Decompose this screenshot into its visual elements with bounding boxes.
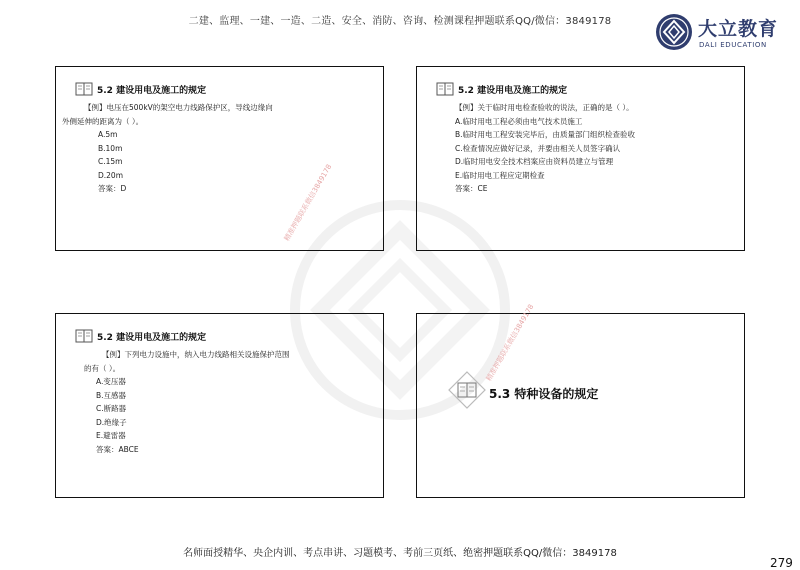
slide-question-1 <box>55 66 384 251</box>
question-body <box>62 101 373 196</box>
option: B.临时用电工程安装完毕后，由质量部门组织检查验收 <box>455 130 636 139</box>
question-body <box>455 101 734 196</box>
option: A.临时用电工程必须由电气技术员施工 <box>455 116 583 126</box>
option: A.变压器 <box>96 377 126 386</box>
section-title: 5.2 建设用电及施工的规定 <box>458 86 568 96</box>
option: D.20m <box>98 170 124 180</box>
logo <box>656 14 786 58</box>
option: E.避雷器 <box>96 431 126 440</box>
option: C.检查情况应做好记录，并要由相关人员签字确认 <box>455 143 621 153</box>
option: E.临时用电工程应定期检查 <box>455 170 545 180</box>
watermark-text: 精准押题联系微信3849178 <box>282 162 334 243</box>
question-stem-cont: 的有（ ）。 <box>84 363 121 373</box>
question-body <box>80 348 373 456</box>
logo-emblem-icon <box>656 14 692 50</box>
page-number: 279 <box>770 556 793 570</box>
logo-name-en: DALI EDUCATION <box>699 41 767 49</box>
logo-name: 大立教育 <box>698 18 779 40</box>
option: C.15m <box>98 157 123 166</box>
slide-question-2 <box>416 66 745 251</box>
question-stem: 【例】关于临时用电检查验收的说法，正确的是（ ）。 <box>455 103 634 112</box>
question-stem-cont: 外侧延伸的距离为（ ）。 <box>62 116 144 126</box>
answer: 答案：CE <box>455 184 488 193</box>
option: D.临时用电安全技术档案应由资料员建立与管理 <box>455 157 614 166</box>
watermark-text: 精准押题联系微信3849178 <box>484 302 536 383</box>
option: C.断路器 <box>96 404 127 413</box>
answer: 答案：D <box>98 184 127 193</box>
option: B.10m <box>98 143 123 153</box>
option: B.互感器 <box>96 390 127 400</box>
book-icon <box>75 328 93 344</box>
footer-promo: 名师面授精华、央企内训、考点串讲、习题模考、考前三页纸、绝密押题联系QQ/微信：3849178 <box>183 548 617 559</box>
slide-section-title <box>416 313 745 498</box>
question-stem: 【例】下列电力设施中，纳入电力线路相关设施保护范围 <box>102 350 290 359</box>
book-icon <box>75 81 93 97</box>
header-promo: 二建、监理、一建、一造、二造、安全、消防、咨询、检测课程押题联系QQ/微信：3849178 <box>188 16 612 27</box>
answer: 答案：ABCE <box>96 444 139 454</box>
book-icon <box>436 81 454 97</box>
section-title: 5.2 建设用电及施工的规定 <box>97 333 207 343</box>
question-stem: 【例】电压在500kV的架空电力线路保护区，导线边缘向 <box>84 103 273 112</box>
section-title: 5.3 特种设备的规定 <box>489 387 599 401</box>
section-title: 5.2 建设用电及施工的规定 <box>97 86 207 96</box>
book-icon <box>447 370 487 410</box>
option: A.5m <box>98 130 118 139</box>
slide-question-3 <box>55 313 384 498</box>
option: D.绝缘子 <box>96 417 127 427</box>
